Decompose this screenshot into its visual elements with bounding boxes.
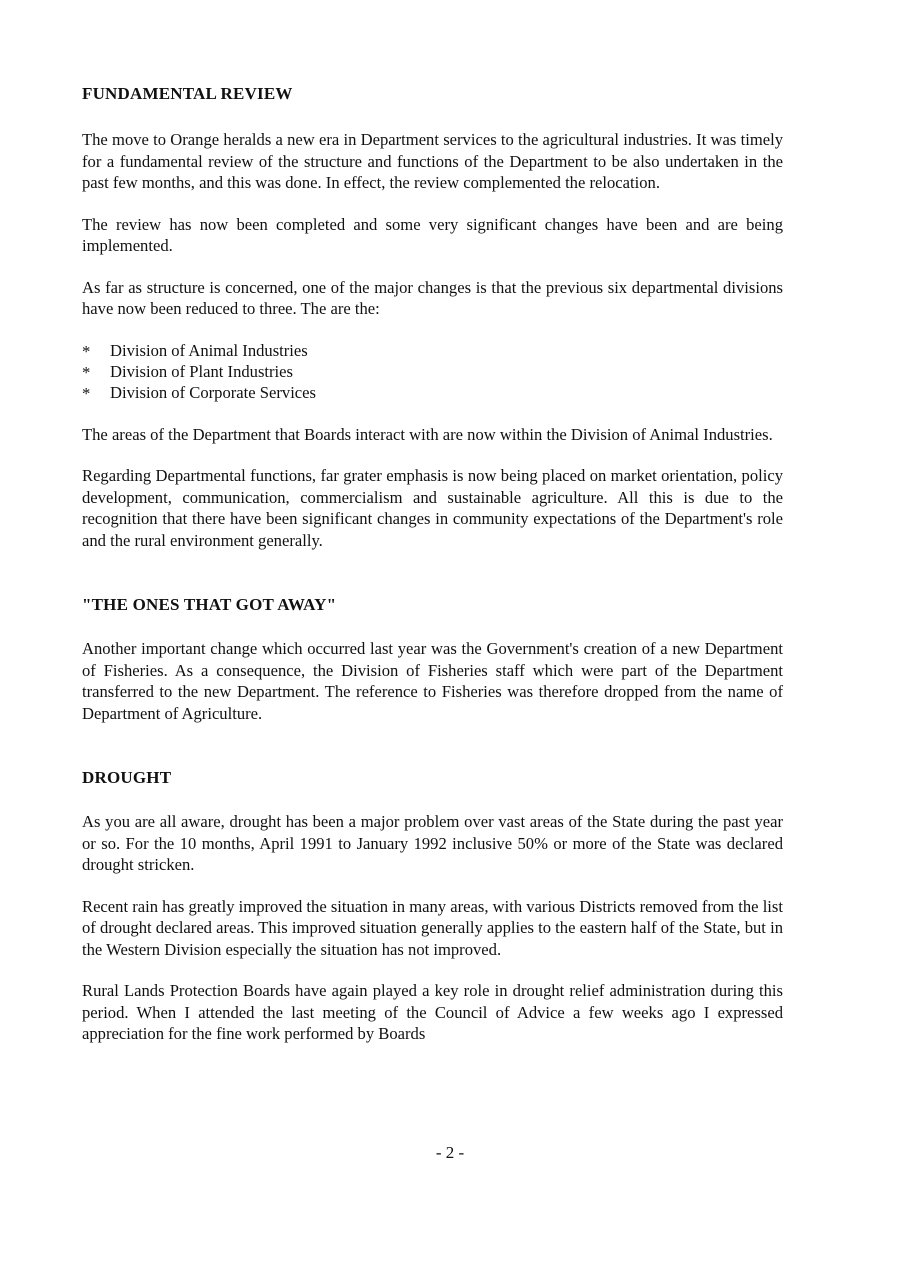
paragraph: The review has now been completed and some very significant changes have been and are being implemented.	[82, 214, 783, 255]
page-number: - 2 -	[435, 1143, 465, 1162]
list-item	[82, 340, 783, 361]
paragraph: The areas of the Department that Boards interact with are now within the Division of Animal Industries.	[82, 424, 773, 444]
document-page	[82, 82, 783, 1045]
bullet-marker: *	[82, 362, 91, 382]
list-item-text: Division of Corporate Services	[110, 382, 316, 402]
division-list	[82, 340, 783, 403]
paragraph: Regarding Departmental functions, far grater emphasis is now being placed on market orientation, policy development, communication, commercialism and sustainable agriculture. All this is due to the recognition that there have been significant changes in community expectations of the Department's role and the rural environment generally.	[82, 466, 783, 550]
paragraph: As far as structure is concerned, one of the major changes is that the previous six departmental divisions have now been reduced to three. The are the:	[82, 277, 783, 318]
section-heading-ones-that-got-away: "THE ONES THAT GOT AWAY"	[82, 595, 337, 614]
list-item-text: Division of Plant Industries	[110, 361, 293, 381]
list-item	[82, 382, 783, 403]
section-heading-fundamental-review: FUNDAMENTAL REVIEW	[82, 84, 293, 103]
paragraph: Another important change which occurred last year was the Government's creation of a new Department of Fisheries. As a consequence, the Division of Fisheries staff which were part of the Department transferred to the new Department. The reference to Fisheries was therefore dropped from the name of Department of Agriculture.	[82, 639, 783, 723]
bullet-marker: *	[82, 383, 91, 403]
paragraph: Rural Lands Protection Boards have again played a key role in drought relief administration during this period. When I attended the last meeting of the Council of Advice a few weeks ago I expressed appreciation for the fine work performed by Boards	[82, 981, 783, 1043]
list-item	[82, 361, 783, 382]
paragraph: Recent rain has greatly improved the situation in many areas, with various Districts removed from the list of drought declared areas. This improved situation generally applies to the eastern half of the State, but in the Western Division especially the situation has not improved.	[82, 896, 783, 959]
section-heading-drought: DROUGHT	[82, 768, 172, 787]
paragraph: The move to Orange heralds a new era in Department services to the agricultural industries. It was timely for a fundamental review of the structure and functions of the Department to be also undertaken in the past few months, and this was done. In effect, the review complemented the relocation.	[82, 130, 783, 192]
paragraph: As you are all aware, drought has been a major problem over vast areas of the State during the past year or so. For the 10 months, April 1991 to January 1992 inclusive 50% or more of the State was declared drought stricken.	[82, 812, 783, 874]
list-item-text: Division of Animal Industries	[110, 340, 308, 360]
bullet-marker: *	[82, 341, 91, 361]
